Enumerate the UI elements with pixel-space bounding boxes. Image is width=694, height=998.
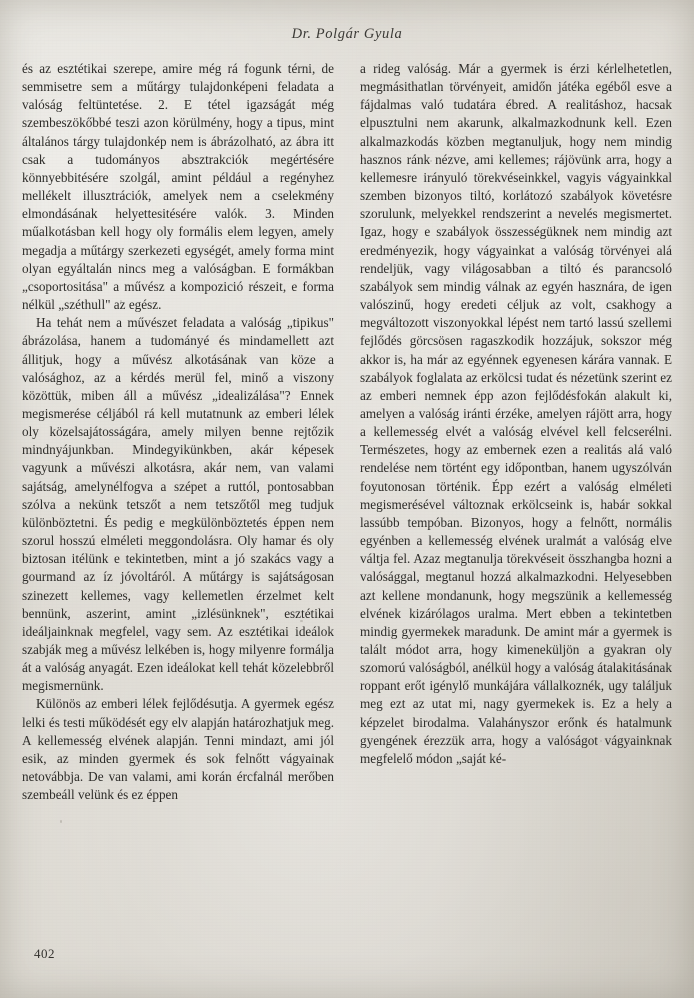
running-head: Dr. Polgár Gyula (291, 26, 403, 42)
paragraph: és az esztétikai szerepe, amire még rá fogunk térni, de semmisetre sem a műtárgy tulajdonképeni feladata a valóság feltüntetése. 2. E tétel igazságát még szembeszökőbbé teszi azon körülmény, hogy a tipus, mint általános tárgy tulajdonkép nem is ábrázolható, az ábra itt csak a tudományos absztrakciók megértésére könnyebbitésére szolgál, amint például a regényhez mellékelt illusztrációk, amelyek nem a cselekmény elmondásának helyettesitésére valók. 3. Minden műalkotásban kell hogy oly formális elem legyen, amely megadja a műtárgy szerkezeti egységét, amely forma mint olyan egyáltalán nincs meg a valóságban. E formákban „csoportositása" a művész a kompozició részeit, e forma nélkül „széthull" az egész. (22, 61, 334, 313)
paragraph: Különös az emberi lélek fejlődésutja. A gyermek egész lelki és testi működését egy elv alapján határozhatjuk meg. A kellemesség elvének alapján. Tenni mindazt, ami jól esik, az minden gyermek és sok felnőtt vágyainak netovábbja. De van valami, ami korán ércfalnál merőben szembeáll velünk és ez éppen (22, 696, 334, 803)
paper-speck (60, 820, 62, 823)
left-column (22, 60, 334, 804)
page-number: 402 (34, 946, 55, 961)
right-column (360, 60, 672, 804)
paragraph: a rideg valóság. Már a gyermek is érzi kérlelhetetlen, megmásithatlan törvényeit, amidőn játéka egéből esve a fájdalmas való tudatára ébred. A realitáshoz, hacsak elpusztulni nem akarunk, alkalmazkodnunk kell. Ezen alkalmazkodás közben megtanuljuk, hogy nem mindig hasznos ránk nézve, ami kellemes; rájövünk arra, hogy a kellemesre irányuló törekvéseinkkel, vagyis vágyainkkal szemben bizonyos tiltó, korlátozó szabályok követésre szorulunk, melyekkel rendszerint a nevelés megismertet. Igaz, hogy e szabályok összességüknek nem mindig azt eredményezik, hogy vágyainkat a valóság törvényei alá rendeljük, vagy világosabban a tiltó és parancsoló szabályok sem mindig válnak az egyén hasznára, de igen valószinű, hogy eredeti céljuk az volt, csakhogy a megváltozott viszonyokkal lépést nem tartó lassú szellemi fejlődés görcsösen ragaszkodik hozzájuk, sokszor még akkor is, ha már az egyénnek egyenesen kárára vannak. E szabályok foglalata az erkölcsi tudat és nézetünk szerint ez az emberi nemnek épp azon fejlődésfokán alakult ki, amelyen a valóság iránti érzéke, amelyen rájött arra, hogy a kellemesség elvét a valóság elvével kell felcserélni. Természetes, hogy az embernek ezen a realitás alá való rendelése nem történt egy időpontban, hanem ugyszólván foyutonosan történik. Épp ezért a valóság elméleti megismerésével változnak erkölcseink is, habár sokkal lassúbb tempóban. Bizonyos, hogy a felnőtt, normális egyénben a kellemesség elvének uralmát a valóság elve váltja fel. Azaz megtanulja törekvéseit összhangba hozni a valósággal, megtanul hozzá alkalmazkodni. Helyesebben azt kellene mondanunk, hogy megszünik a kellemesség elvének kizárólagos uralma. Mert ebben a tekintetben mindig gyermekek maradunk. De amint már a gyermek is talált módot arra, hogy kimeneküljön a gyakran oly szomorú valóságból, anélkül hogy a valóság átalakitásának roppant erőt igénylő munkájára vállalkoznék, ugy találjuk meg ezt az utat mi, nagy gyermekek is. Ez a hely a képzelet birodalma. Valahányszor erőnk és hatalmunk gyengének érezzük arra, hogy a valóságot vágyainknak megfelelő módon „saját ké- (360, 61, 672, 766)
paragraph: Ha tehát nem a művészet feladata a valóság „tipikus" ábrázolása, hanem a tudományé és mindamellett azt állitjuk, hogy a művész alkotásának van köze a valósághoz, az a kérdés merül fel, minő a viszony közöttük, miben áll a művész „idealizálása"? Ennek megismerése céljából rá kell mutatnunk az emberi lélek oly közelsajátosságára, amely milyen benne rejtőzik mindnyájunkban. Mindegyikünkben, akár képesek vagyunk a művészi alkotásra, akár nem, van valami sajátság, amelynélfogva a szépet a ruttól, pontosabban szólva a nekünk tetszőt a nem tetszőtől meg tudjuk különböztetni. És pedig e megkülönböztetés éppen nem szorul hosszú elméleti meggondolásra. Oly hamar és oly biztosan itélünk e tekintetben, mint a jó szakács vagy a gourmand az íz jóvoltáról. A műtárgy is sajátságosan szinezett kellemes, vagy kellemetlen érzelmet kelt bennünk, aszerint, amint „izlésünknek", esztétikai ideáljainknak megfelel, vagy sem. Az esztétikai ideálok szabják meg a művész lelkében is, hogy milyenre formálja át a valóság anyagát. Ezen ideálokat kell tehát közelebbről megismernünk. (22, 315, 334, 694)
text-body (22, 60, 672, 804)
